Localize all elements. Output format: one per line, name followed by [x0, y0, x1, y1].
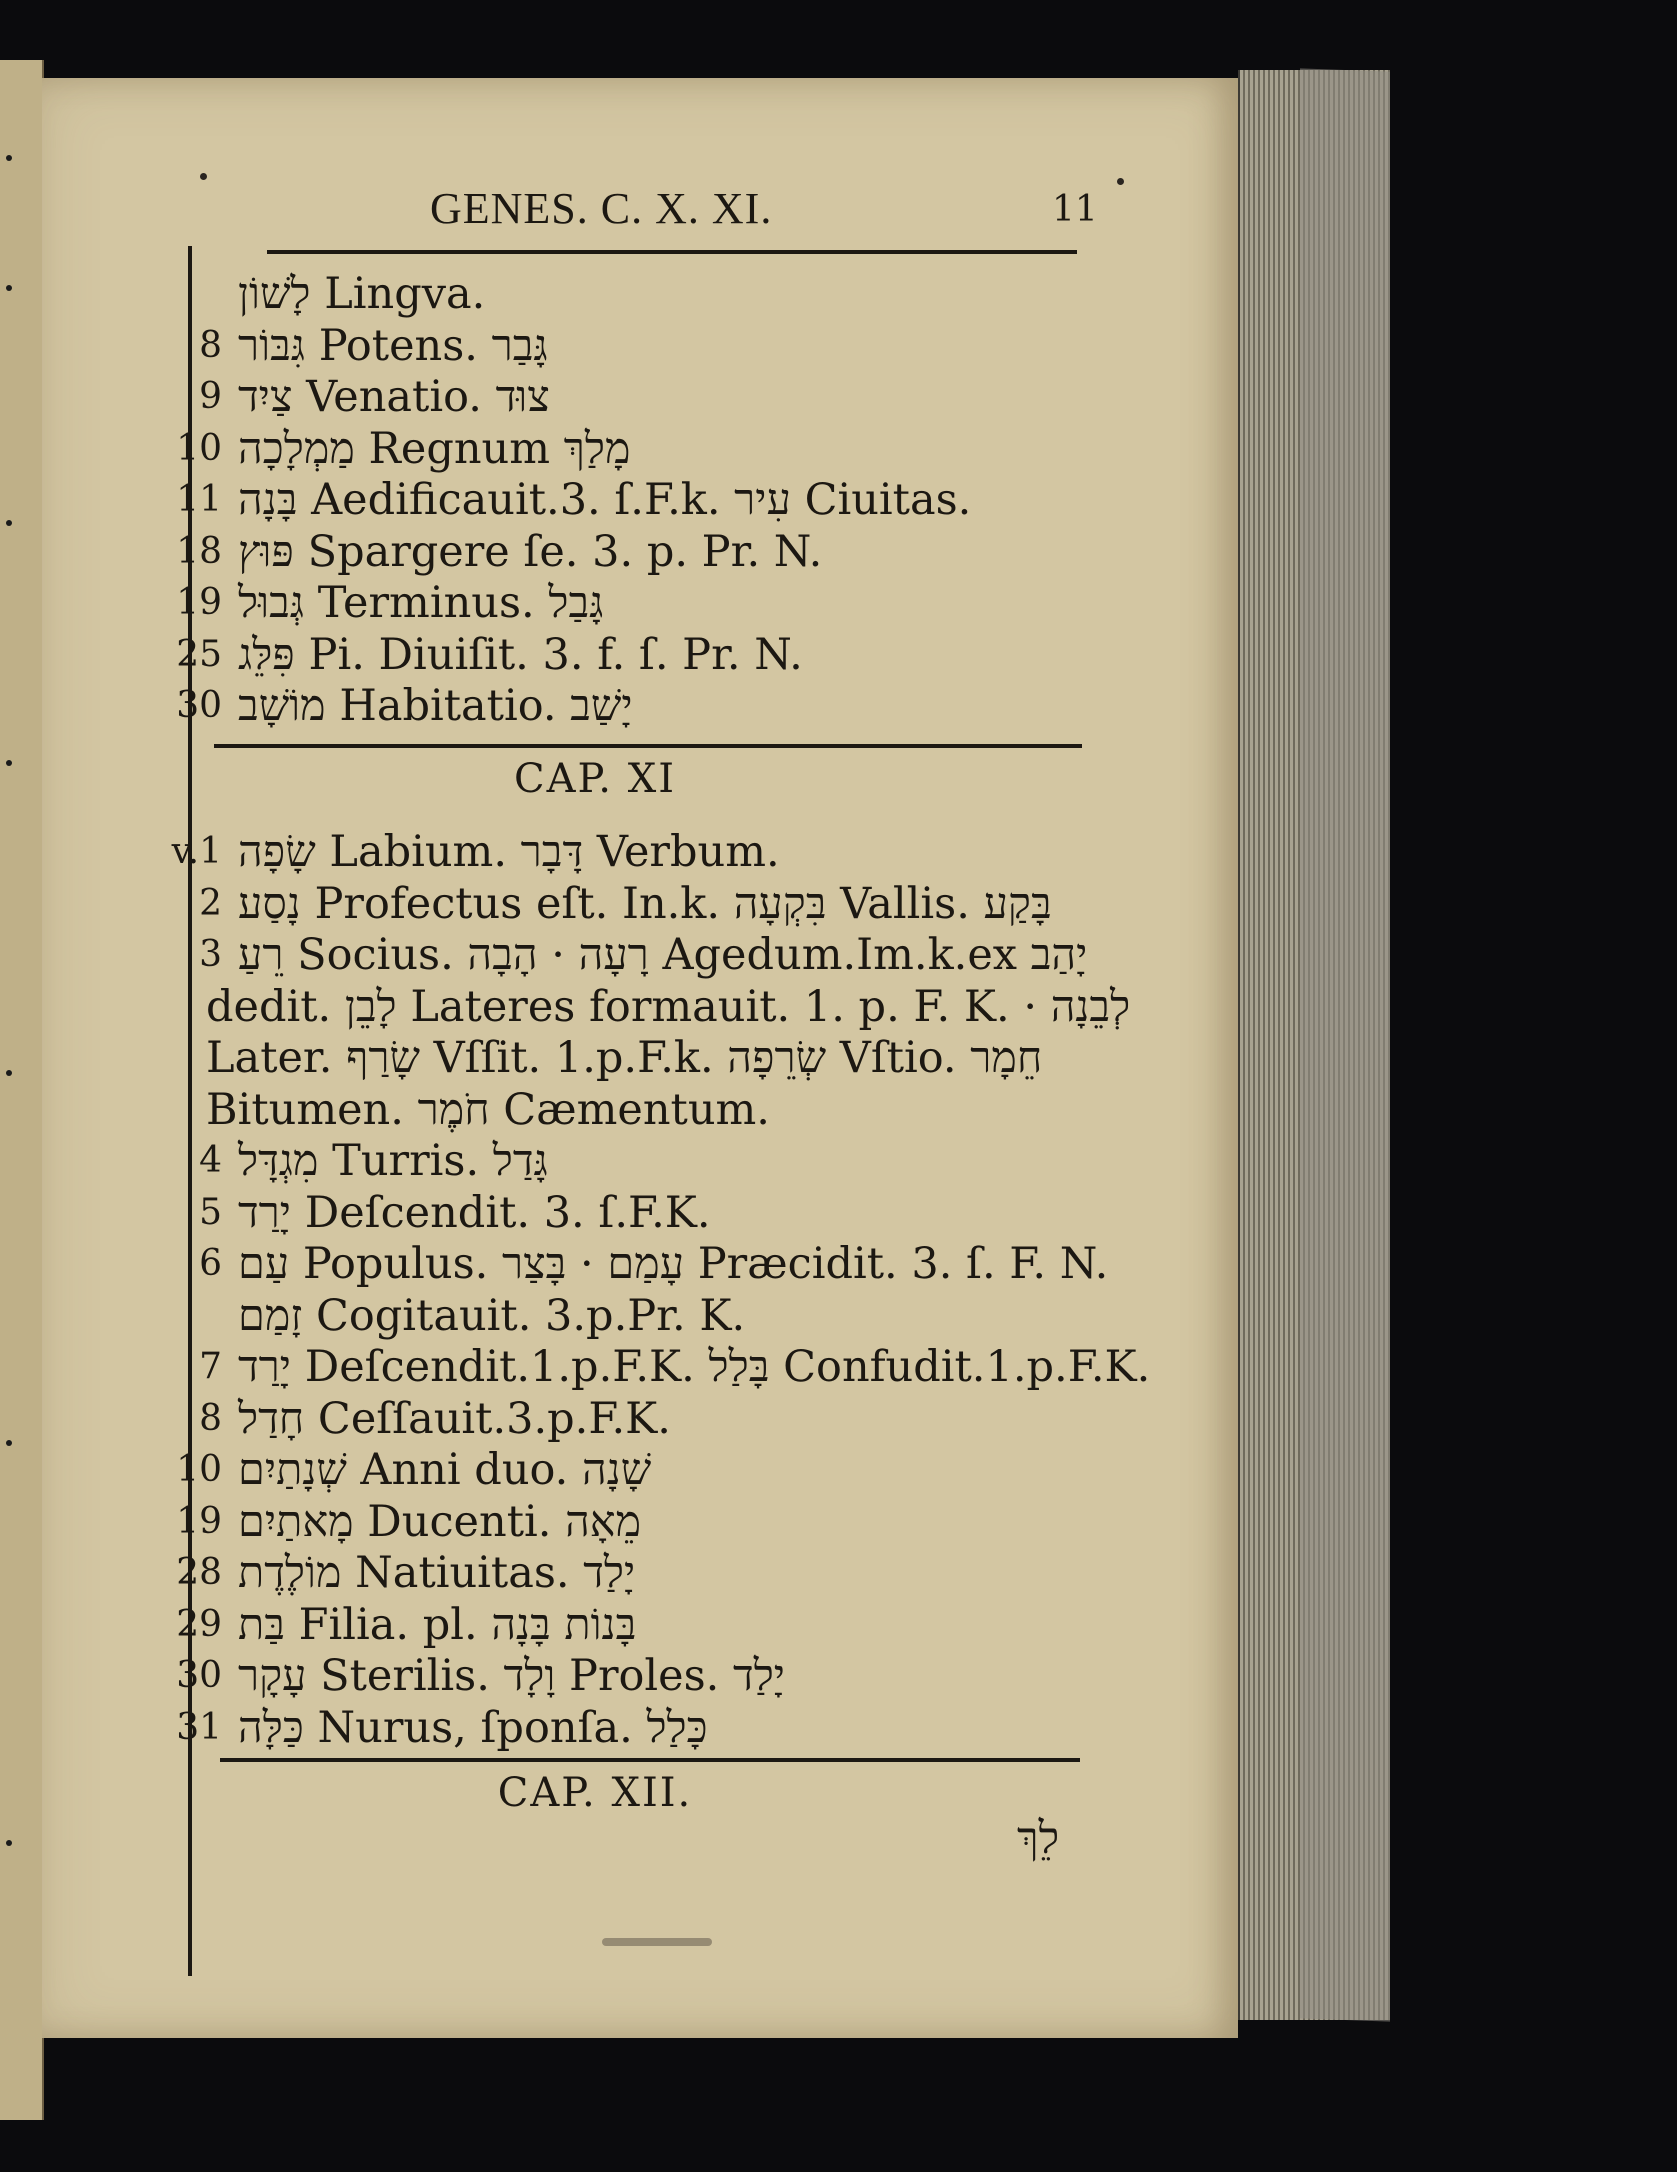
entry-text: פּוּץ Spargere ſe. 3. p. Pr. N.	[238, 526, 823, 577]
entry-text: בָּנָה Aedificauit.3. ſ.F.k. עִיר Ciuitas.	[238, 475, 972, 525]
entry-row	[42, 1704, 1192, 1752]
entry-row	[42, 425, 1192, 473]
entry-text: שְׁנָתַיִם Anni duo. שָׁנָה	[238, 1445, 652, 1495]
verse-number: 10	[176, 1449, 222, 1490]
ink-smudge	[602, 1938, 712, 1946]
verse-number: 31	[176, 1706, 222, 1748]
entry-text: dedit. לָבֵן Lateres formauit. 1. p. F. K. · לְבֵנָה	[206, 981, 1131, 1032]
entry-text: מוֹלֶדֶת Natiuitas. יָלַד	[238, 1548, 636, 1598]
verse-number: 3	[199, 934, 222, 975]
entry-text: נָסַע Profectus eſt. In.k. בִּקְעָה Vallis. בָּקַע	[238, 878, 1052, 929]
verse-number: 30	[176, 1655, 222, 1696]
book-page	[42, 78, 1238, 2038]
footer-rule	[220, 1758, 1080, 1762]
section-rule	[214, 744, 1082, 748]
verse-number: 2	[199, 882, 222, 924]
running-title: GENES. C. X. XI.	[430, 184, 773, 233]
verse-number: 9	[199, 376, 222, 417]
verse-number: 10	[176, 427, 222, 469]
ink-spot	[200, 173, 207, 180]
entry-row	[42, 1395, 1192, 1443]
entry-text: צַיִד Venatio. צוּד	[238, 372, 550, 422]
margin-mark	[6, 155, 12, 161]
entry-row	[42, 828, 1192, 876]
entry-text: גִּבּוֹר Potens. גָּבַר	[238, 320, 548, 371]
entry-row	[42, 373, 1192, 421]
verse-number: 5	[199, 1191, 222, 1233]
verse-number: 25	[176, 633, 222, 675]
entry-row	[42, 1343, 1192, 1391]
entry-text: עַם Populus. עָמַם · בָּצַר Præcidit. 3. ſ. F. N.	[238, 1239, 1109, 1289]
verse-number: 30	[176, 685, 222, 726]
page-number: 11	[1052, 189, 1098, 230]
entry-row	[42, 1601, 1192, 1649]
entry-text: שָׂפָה Labium. דָּבָר Verbum.	[238, 827, 780, 877]
verse-number: 7	[199, 1346, 222, 1387]
verse-number: 8	[199, 1397, 222, 1439]
entry-text: מַמְלָכָה Regnum מָלַךְ	[238, 423, 631, 474]
verse-number: 19	[176, 582, 222, 623]
entry-text: פִּלֵּג Pi. Diuiſit. 3. f. ſ. Pr. N.	[238, 629, 803, 680]
margin-mark	[6, 1070, 12, 1076]
next-section-heading: CAP. XII.	[497, 1770, 693, 1816]
entry-row	[42, 270, 1192, 318]
margin-mark	[6, 285, 12, 291]
entry-row	[42, 322, 1192, 370]
entry-row	[42, 880, 1192, 928]
verse-number: 11	[176, 479, 222, 520]
entry-row	[42, 1498, 1192, 1546]
verse-number: v.1	[171, 831, 222, 872]
entry-text: זָמַם Cogitauit. 3.p.Pr. K.	[238, 1290, 746, 1341]
entry-row	[42, 1446, 1192, 1494]
running-header	[42, 183, 1238, 253]
entry-row	[42, 931, 1192, 979]
margin-mark	[6, 1440, 12, 1446]
entry-row	[42, 1137, 1192, 1185]
entry-text: גְּבוּל Terminus. גָּבַל	[238, 578, 604, 628]
entry-row	[42, 1034, 1192, 1082]
entry-text: Later. שָׂרַף Vſſit. 1.p.F.k. שְׂרֵפָה Vſtio. חֵמָר	[206, 1033, 1043, 1083]
entry-row	[42, 1240, 1192, 1288]
book-cover	[1300, 68, 1390, 2021]
entry-row	[42, 1292, 1192, 1340]
entry-text: מִגְדָּל Turris. גָּדַל	[238, 1136, 548, 1186]
entry-text: חָדַל Ceſſauit.3.p.F.K.	[238, 1393, 671, 1444]
margin-mark	[6, 520, 12, 526]
entry-row	[42, 1086, 1192, 1134]
section-heading-xi: CAP. XI	[513, 756, 676, 802]
entry-row	[42, 983, 1192, 1031]
header-rule	[267, 250, 1077, 254]
entry-text: Bitumen. חֹמֶר Cæmentum.	[206, 1084, 770, 1135]
margin-mark	[6, 1840, 12, 1846]
verse-number: 19	[176, 1500, 222, 1542]
entry-text: לָשׁוֹן Lingva.	[238, 269, 486, 319]
verse-number: 8	[199, 324, 222, 366]
entry-text: מוֹשָׁב Habitatio. יָשַׁב	[238, 681, 633, 731]
entry-row	[42, 1189, 1192, 1237]
verse-number: 6	[199, 1243, 222, 1284]
entry-row	[42, 682, 1192, 730]
entry-text: יָרַד Deſcendit.1.p.F.K. בָּלַל Confudit.1.p.F.K.	[238, 1342, 1151, 1392]
verse-number: 28	[176, 1552, 222, 1593]
entry-row	[42, 1549, 1192, 1597]
entry-text: יָרַד Deſcendit. 3. ſ.F.K.	[238, 1187, 711, 1238]
entry-text: כַּלָּה Nurus, ſponſa. כָּלַל	[238, 1702, 708, 1753]
entry-row	[42, 476, 1192, 524]
entry-text: מָאתַיִם Ducenti. מֵאָה	[238, 1496, 642, 1547]
entry-row	[42, 579, 1192, 627]
verse-number: 18	[176, 530, 222, 572]
entry-text: רֵעַ Socius. רָעָה · הָבָה Agedum.Im.k.ex יָהַב	[238, 930, 1088, 980]
entry-row	[42, 631, 1192, 679]
catchword: לֵךְ	[1017, 1813, 1060, 1864]
entry-text: עָקָר Sterilis. וָלָד Proles. יָלַד	[238, 1651, 786, 1701]
verse-number: 29	[176, 1603, 222, 1645]
entry-row	[42, 528, 1192, 576]
verse-number: 4	[199, 1140, 222, 1181]
entry-row	[42, 1652, 1192, 1700]
entry-text: בַּת Filia. pl. בָּנוֹת בָּנָה	[238, 1599, 637, 1650]
